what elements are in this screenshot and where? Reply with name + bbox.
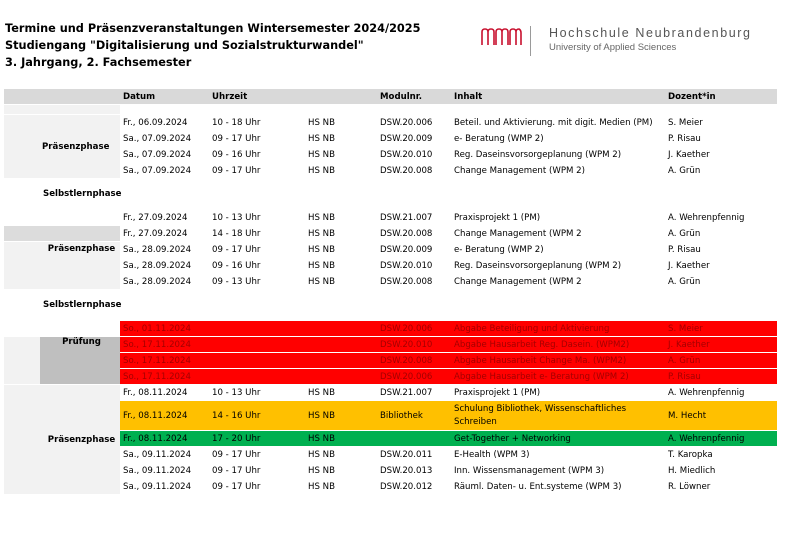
table-cell: Praxisprojekt 1 (PM) xyxy=(451,210,665,226)
phase-label: Präsenzphase xyxy=(40,115,120,179)
header-program: Studiengang "Digitalisierung und Sozialstrukturwandel" xyxy=(5,39,364,52)
table-cell: DSW.21.007 xyxy=(377,210,451,226)
table-cell: HS NB xyxy=(305,463,377,479)
table-cell xyxy=(451,179,665,210)
table-cell: DSW.20.008 xyxy=(377,226,451,242)
table-cell: DSW.20.012 xyxy=(377,479,451,495)
table-cell: HS NB xyxy=(305,131,377,147)
table-row xyxy=(4,479,777,495)
table-cell xyxy=(665,105,777,115)
table-cell: Get-Together + Networking xyxy=(451,431,665,447)
table-cell: A. Grün xyxy=(665,274,777,290)
table-cell xyxy=(377,179,451,210)
table-cell xyxy=(209,337,305,353)
table-row xyxy=(4,147,777,163)
table-cell: HS NB xyxy=(305,115,377,131)
table-cell: Reg. Daseinsvorsorgeplanung (WPM 2) xyxy=(451,258,665,274)
table-cell xyxy=(665,179,777,210)
table-cell xyxy=(305,105,377,115)
table-cell: e- Beratung (WMP 2) xyxy=(451,242,665,258)
table-cell: DSW.20.008 xyxy=(377,163,451,179)
table-cell: Fr., 08.11.2024 xyxy=(120,385,209,401)
table-cell: 09 - 17 Uhr xyxy=(209,447,305,463)
table-cell: E-Health (WPM 3) xyxy=(451,447,665,463)
table-row xyxy=(4,447,777,463)
table-row xyxy=(4,337,777,353)
table-header-row xyxy=(4,89,777,105)
table-cell: DSW.21.007 xyxy=(377,385,451,401)
table-cell: Sa., 28.09.2024 xyxy=(120,258,209,274)
table-cell: P. Risau xyxy=(665,369,777,385)
table-cell xyxy=(4,385,40,495)
table-cell: Bibliothek xyxy=(377,401,451,431)
table-cell: e- Beratung (WMP 2) xyxy=(451,131,665,147)
table-cell: 10 - 13 Uhr xyxy=(209,210,305,226)
col-ort xyxy=(305,89,377,105)
table-cell: DSW.20.006 xyxy=(377,115,451,131)
table-cell: Fr., 08.11.2024 xyxy=(120,431,209,447)
phase-label: Präsenzphase xyxy=(40,385,120,495)
table-cell: A. Grün xyxy=(665,226,777,242)
table-row xyxy=(4,431,777,447)
table-cell: 09 - 17 Uhr xyxy=(209,131,305,147)
table-cell xyxy=(4,210,40,226)
table-cell: Praxisprojekt 1 (PM) xyxy=(451,385,665,401)
table-cell: 09 - 17 Uhr xyxy=(209,479,305,495)
table-cell: Abgabe Beteiligung und Aktivierung xyxy=(451,321,665,337)
phase-label: Selbstlernphase xyxy=(40,179,209,210)
table-cell xyxy=(305,353,377,369)
table-cell xyxy=(209,179,305,210)
table-cell: Sa., 07.09.2024 xyxy=(120,131,209,147)
table-cell: R. Löwner xyxy=(665,479,777,495)
table-cell: M. Hecht xyxy=(665,401,777,431)
table-row xyxy=(4,258,777,274)
table-cell: H. Miedlich xyxy=(665,463,777,479)
table-cell xyxy=(209,105,305,115)
col-uhrzeit: Uhrzeit xyxy=(209,89,305,105)
table-row xyxy=(4,385,777,401)
table-cell: Reg. Daseinsvorsorgeplanung (WPM 2) xyxy=(451,147,665,163)
table-cell: J. Kaether xyxy=(665,337,777,353)
table-cell: HS NB xyxy=(305,258,377,274)
phase-row xyxy=(4,179,777,210)
table-cell: DSW.20.010 xyxy=(377,337,451,353)
table-cell: 17 - 20 Uhr xyxy=(209,431,305,447)
table-cell: 14 - 16 Uhr xyxy=(209,401,305,431)
table-row xyxy=(4,369,777,385)
table-cell: Change Management (WPM 2 xyxy=(451,226,665,242)
table-cell: HS NB xyxy=(305,163,377,179)
table-cell: A. Wehrenpfennig xyxy=(665,210,777,226)
table-cell: HS NB xyxy=(305,385,377,401)
table-cell: 09 - 17 Uhr xyxy=(209,242,305,258)
table-cell: HS NB xyxy=(305,242,377,258)
table-cell: Inn. Wissensmanagement (WPM 3) xyxy=(451,463,665,479)
table-cell xyxy=(40,226,120,242)
table-cell: A. Grün xyxy=(665,163,777,179)
table-cell xyxy=(377,105,451,115)
table-cell xyxy=(305,337,377,353)
table-cell xyxy=(209,290,305,321)
table-cell: HS NB xyxy=(305,479,377,495)
table-cell: HS NB xyxy=(305,147,377,163)
header-cohort: 3. Jahrgang, 2. Fachsemester xyxy=(5,56,192,69)
table-cell xyxy=(40,210,120,226)
table-cell xyxy=(377,431,451,447)
table-cell xyxy=(305,321,377,337)
table-cell xyxy=(40,321,120,337)
table-cell: S. Meier xyxy=(665,321,777,337)
table-row xyxy=(4,321,777,337)
table-cell xyxy=(305,369,377,385)
table-cell xyxy=(451,105,665,115)
table-cell xyxy=(4,337,40,385)
table-cell xyxy=(209,321,305,337)
table-cell: 14 - 18 Uhr xyxy=(209,226,305,242)
table-cell: DSW.20.006 xyxy=(377,321,451,337)
table-cell xyxy=(209,369,305,385)
table-cell: Change Management (WPM 2 xyxy=(451,274,665,290)
table-cell: Sa., 09.11.2024 xyxy=(120,463,209,479)
phase-label: Prüfung xyxy=(40,337,120,385)
phase-row xyxy=(4,290,777,321)
table-cell: So., 01.11.2024 xyxy=(120,321,209,337)
table-cell: So., 17.11.2024 xyxy=(120,353,209,369)
table-cell: So., 17.11.2024 xyxy=(120,369,209,385)
table-row xyxy=(4,242,777,258)
table-cell: DSW.20.006 xyxy=(377,369,451,385)
table-cell: Beteil. und Aktivierung. mit digit. Medien (PM) xyxy=(451,115,665,131)
university-subtitle: University of Applied Sciences xyxy=(549,42,677,53)
table-cell: Sa., 09.11.2024 xyxy=(120,447,209,463)
col-inhalt: Inhalt xyxy=(451,89,665,105)
table-cell: Räuml. Daten- u. Ent.systeme (WPM 3) xyxy=(451,479,665,495)
table-cell: DSW.20.008 xyxy=(377,353,451,369)
table-row xyxy=(4,353,777,369)
table-cell: A. Grün xyxy=(665,353,777,369)
table-cell xyxy=(305,179,377,210)
table-cell: T. Karopka xyxy=(665,447,777,463)
table-cell: 09 - 16 Uhr xyxy=(209,258,305,274)
table-cell xyxy=(451,290,665,321)
header-title: Termine und Präsenzveranstaltungen Wintersemester 2024/2025 xyxy=(5,22,421,35)
table-cell: Fr., 27.09.2024 xyxy=(120,226,209,242)
table-cell: J. Kaether xyxy=(665,258,777,274)
table-cell: A. Wehrenpfennig xyxy=(665,431,777,447)
table-cell: J. Kaether xyxy=(665,147,777,163)
header-blank-a xyxy=(4,89,40,105)
logo-divider xyxy=(530,26,531,56)
table-cell: Abgabe Hausarbeit Reg. Dasein. (WPM2) xyxy=(451,337,665,353)
table-cell: Sa., 07.09.2024 xyxy=(120,163,209,179)
table-cell: A. Wehrenpfennig xyxy=(665,385,777,401)
table-cell xyxy=(209,353,305,369)
table-cell: Fr., 08.11.2024 xyxy=(120,401,209,431)
table-cell: 09 - 17 Uhr xyxy=(209,463,305,479)
table-cell xyxy=(120,105,209,115)
table-cell: 09 - 17 Uhr xyxy=(209,163,305,179)
col-datum: Datum xyxy=(120,89,209,105)
table-cell: Sa., 07.09.2024 xyxy=(120,147,209,163)
table-cell: P. Risau xyxy=(665,242,777,258)
table-cell: 10 - 18 Uhr xyxy=(209,115,305,131)
table-cell: Sa., 28.09.2024 xyxy=(120,242,209,258)
table-cell: Fr., 27.09.2024 xyxy=(120,210,209,226)
table-cell xyxy=(305,290,377,321)
table-row xyxy=(4,401,777,431)
table-cell: Sa., 09.11.2024 xyxy=(120,479,209,495)
table-cell: DSW.20.013 xyxy=(377,463,451,479)
table-cell xyxy=(4,290,40,321)
table-cell xyxy=(377,290,451,321)
table-cell: DSW.20.009 xyxy=(377,131,451,147)
table-row xyxy=(4,115,777,131)
table-cell: HS NB xyxy=(305,210,377,226)
col-dozent: Dozent*in xyxy=(665,89,777,105)
table-cell: DSW.20.010 xyxy=(377,147,451,163)
table-cell xyxy=(4,105,40,115)
table-cell: HS NB xyxy=(305,447,377,463)
table-cell: HS NB xyxy=(305,431,377,447)
hsnb-logo-icon xyxy=(480,27,522,47)
col-modulnr: Modulnr. xyxy=(377,89,451,105)
table-cell: S. Meier xyxy=(665,115,777,131)
document-header xyxy=(5,20,421,71)
university-name: Hochschule Neubrandenburg xyxy=(549,26,752,40)
table-cell: Schulung Bibliothek, Wissenschaftliches Schreiben xyxy=(451,401,665,431)
table-cell: DSW.20.010 xyxy=(377,258,451,274)
table-cell: P. Risau xyxy=(665,131,777,147)
table-cell: Abgabe Hausarbeit e- Beratung (WPM 2) xyxy=(451,369,665,385)
table-cell: HS NB xyxy=(305,401,377,431)
table-cell: HS NB xyxy=(305,274,377,290)
table-cell: DSW.20.009 xyxy=(377,242,451,258)
table-cell: 10 - 13 Uhr xyxy=(209,385,305,401)
table-cell: Fr., 06.09.2024 xyxy=(120,115,209,131)
table-cell: 09 - 16 Uhr xyxy=(209,147,305,163)
table-cell xyxy=(4,321,40,337)
schedule-table xyxy=(4,89,777,495)
table-cell: Abgabe Hausarbeit Change Ma. (WPM2) xyxy=(451,353,665,369)
table-row xyxy=(4,163,777,179)
table-cell: 09 - 13 Uhr xyxy=(209,274,305,290)
table-cell: Change Management (WPM 2) xyxy=(451,163,665,179)
table-cell xyxy=(4,226,40,242)
table-cell: DSW.20.008 xyxy=(377,274,451,290)
table-row xyxy=(4,210,777,226)
phase-label: Selbstlernphase xyxy=(40,290,209,321)
table-row xyxy=(4,131,777,147)
table-cell: DSW.20.011 xyxy=(377,447,451,463)
table-row xyxy=(4,463,777,479)
table-cell xyxy=(4,179,40,210)
table-cell: Sa., 28.09.2024 xyxy=(120,274,209,290)
phase-label: Präsenzphase xyxy=(40,242,120,290)
table-cell: HS NB xyxy=(305,226,377,242)
table-cell xyxy=(4,242,40,290)
table-cell xyxy=(40,105,120,115)
table-cell xyxy=(4,115,40,179)
table-row xyxy=(4,274,777,290)
table-row xyxy=(4,226,777,242)
table-cell xyxy=(665,290,777,321)
table-cell: So., 17.11.2024 xyxy=(120,337,209,353)
header-blank-b xyxy=(40,89,120,105)
